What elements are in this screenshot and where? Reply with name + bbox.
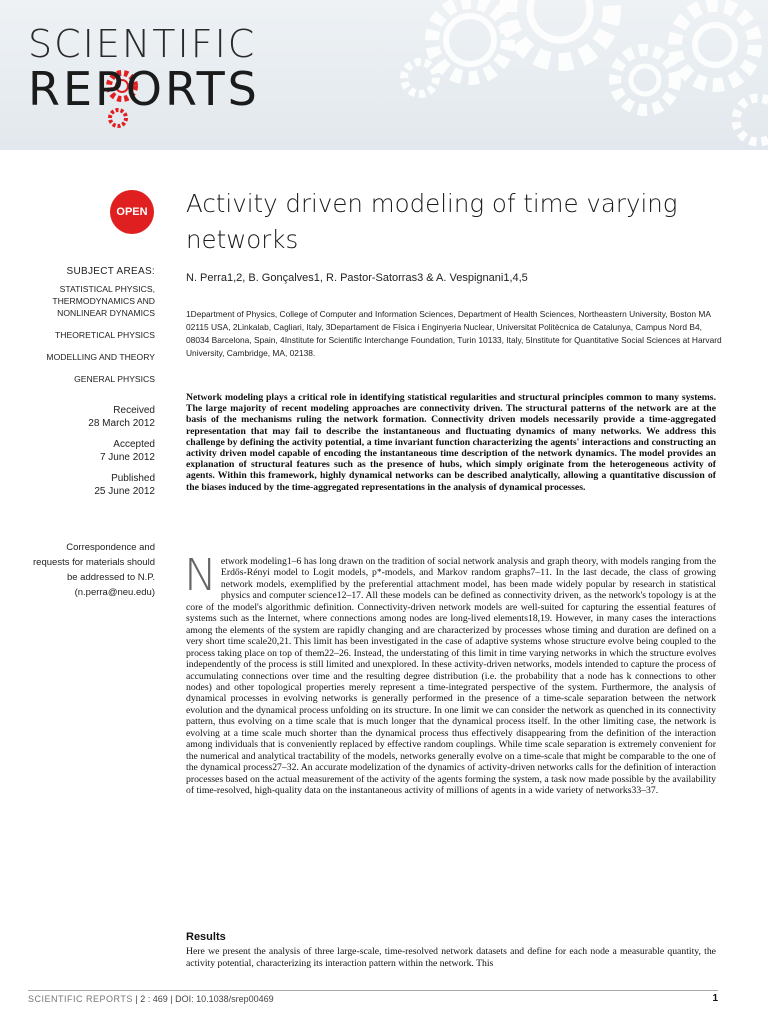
subject-item: GENERAL PHYSICS: [74, 374, 155, 384]
subject-item: THEORETICAL PHYSICS: [55, 330, 155, 340]
open-access-badge: OPEN: [110, 190, 154, 234]
subject-areas-heading: SUBJECT AREAS:: [66, 266, 155, 277]
journal-name-line1: SCIENTIFIC: [28, 22, 257, 66]
results-paragraph: Here we present the analysis of three large-scale, time-resolved network datasets and define for each node a measurable quantity, the activity potential, characterizing its interaction pattern within the network. This: [186, 946, 716, 969]
correspondence-note: Correspondence and requests for materials should be addressed to N.P. (n.perra@neu.edu): [33, 542, 155, 598]
introduction-paragraph: [184, 550, 716, 797]
footer-divider: [28, 990, 718, 991]
page-number: 1: [712, 993, 718, 1004]
author-list: N. Perra1,2, B. Gonçalves1, R. Pastor-Satorras3 & A. Vespignani1,4,5: [186, 272, 528, 284]
accepted-label: Accepted: [113, 439, 155, 450]
journal-name-line2: REPORTS: [28, 62, 260, 116]
accepted-date: 7 June 2012: [99, 452, 155, 463]
journal-header: [0, 0, 768, 150]
published-date: 25 June 2012: [94, 486, 155, 497]
results-heading: Results: [186, 931, 226, 943]
published-label: Published: [111, 473, 155, 484]
drop-cap: N: [184, 550, 217, 601]
publication-dates: [28, 404, 155, 506]
subject-list: [28, 283, 155, 395]
footer-journal-name: SCIENTIFIC REPORTS: [28, 994, 133, 1004]
affiliations: 1Department of Physics, College of Computer and Information Sciences, Department of Health Sciences, Northeastern University, Boston MA 02115 USA, 2Linkalab, Cagliari, Italy, 3Departament de Física i Enginyeria Nuclear, Universitat Politècnica de Catalunya, Campus Nord B4, 08034 Barcelona, Spain, 4Institute for Scientific Interchange Foundation, Turin 10133, Italy, 5Institute for Quantitative Social Sciences at Harvard University, Cambridge, MA, 02138.: [186, 309, 722, 358]
introduction-text: etwork modeling1–6 has long drawn on the tradition of social network analysis and graph theory, with models ranging from the Erdős-Rényi model to Logit models, p*-models, and Markov random graphs7–11. In the last decade, the class of growing network models, exemplified by the preferential attachment model, has been made widely popular by research in statistical physics and computer science12–17. All these models can be defined as connectivity driven, as the network's topology is at the core of the model's algorithmic definition. Connectivity-driven network models are well-suited for capturing the essential features of systems such as the Internet, where connections among nodes are long-lived elements18,19. However, in many cases the interactions among the elements of the system are rapidly changing and are characterized by processes whose timing and duration are defined on a very short time scale20,21. This limit has been investigated in the case of adaptive systems whose structure evolve being coupled to the process taking place on top of them22–26. Instead, the understating of this limit in time varying networks in which the structure evolves independently of the process is still limited and unexplored. In these activity-driven networks, models intended to capture the process of accumulating connections over time and the resulting degree distribution (i.e. the probability that a node has k connections to other nodes) and other topological properties merely represent a time-integrated perspective of the system. Furthermore, the analysis of dynamical processes in evolving networks is generally performed in the presence of a time-scale separation between the network evolution and the dynamical process unfolding on its structure. In one limit we can consider the network as quenched in its connectivity pattern, thus evolving on a time scale that is much longer that the dynamical process itself. In the other limiting case, the network is evolving at a time scale much shorter than the dynamical process thus effectively disappearing from the definition of the interaction among individuals that is conveniently replaced by effective random couplings. While time scale separation is extremely convenient for the numerical and analytical tractability of the models, networks generally evolve on a time-scale that might be comparable to the one of the dynamical process27–32. An accurate modelization of the dynamics of activity-driven networks calls for the definition of interaction processes based on the actual measurement of the activity of the agents forming the system, a task now made possible by the availability of time-resolved, high-quality data on the instantaneous activity of millions of agents in a wide variety of networks33–37.: [186, 556, 716, 797]
received-date: 28 March 2012: [88, 418, 155, 429]
subject-item: STATISTICAL PHYSICS, THERMODYNAMICS AND NONLINEAR DYNAMICS: [52, 284, 155, 318]
page-footer: [28, 994, 274, 1004]
footer-citation: | 2 : 469 | DOI: 10.1038/srep00469: [135, 994, 274, 1004]
abstract: Network modeling plays a critical role in identifying statistical regularities and structural principles common to many systems. The large majority of recent modeling approaches are connectivity driven. The structural patterns of the network are at the basis of the mechanisms ruling the network formation. Connectivity driven models necessarily provide a time-aggregated representation that may fail to describe the instantaneous and fluctuating dynamics of many networks. We address this challenge by defining the activity potential, a time invariant function characterizing the agents' interactions and constructing an activity driven model capable of encoding the instantaneous time description of the network dynamics. The model provides an explanation of structural features such as the presence of hubs, which simply originate from the heterogeneous activity of agents. Within this framework, highly dynamical networks can be described analytically, allowing a quantitative discussion of the biases induced by the time-aggregated representations in the analysis of dynamical processes.: [186, 392, 716, 493]
subject-item: MODELLING AND THEORY: [46, 352, 155, 362]
received-label: Received: [113, 405, 155, 416]
article-title: Activity driven modeling of time varying networks: [186, 189, 678, 254]
